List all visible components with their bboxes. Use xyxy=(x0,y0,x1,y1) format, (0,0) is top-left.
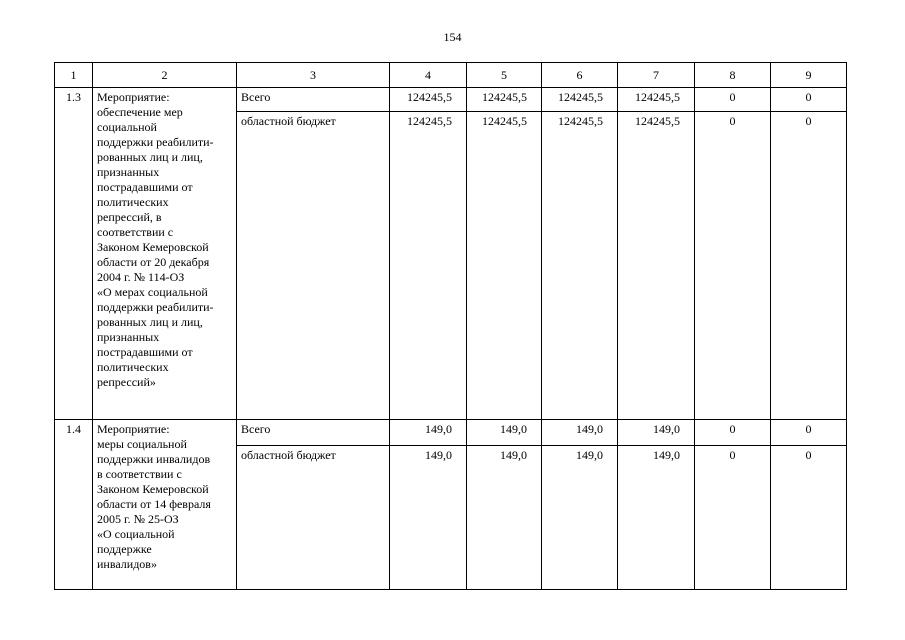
header-cell-6: 6 xyxy=(542,63,618,88)
value-col-5: 124245,5 xyxy=(467,88,542,112)
header-cell-4: 4 xyxy=(390,63,467,88)
value-col-9: 0 xyxy=(771,420,847,446)
value-col-4: 124245,5 xyxy=(390,88,467,112)
value-col-9: 0 xyxy=(771,446,847,590)
value-col-8: 0 xyxy=(695,112,771,420)
measure-description: Мероприятие: меры социальной поддержки инвалидов в соответствии с Законом Кемеровской области от 14 февраля 2005 г. № 25-ОЗ «О социальной поддержке инвалидов» xyxy=(93,420,237,590)
header-cell-2: 2 xyxy=(93,63,237,88)
value-col-6: 149,0 xyxy=(542,420,618,446)
value-col-7: 124245,5 xyxy=(618,112,695,420)
value-col-5: 124245,5 xyxy=(467,112,542,420)
value-col-5: 149,0 xyxy=(467,420,542,446)
value-col-9: 0 xyxy=(771,112,847,420)
value-col-4: 124245,5 xyxy=(390,112,467,420)
value-col-8: 0 xyxy=(695,88,771,112)
header-cell-1: 1 xyxy=(55,63,93,88)
header-cell-9: 9 xyxy=(771,63,847,88)
value-col-4: 149,0 xyxy=(390,420,467,446)
header-cell-5: 5 xyxy=(467,63,542,88)
funding-source: областной бюджет xyxy=(237,112,390,420)
program-table xyxy=(54,62,847,590)
value-col-7: 149,0 xyxy=(618,446,695,590)
header-cell-3: 3 xyxy=(237,63,390,88)
funding-source: Всего xyxy=(237,88,390,112)
value-col-6: 149,0 xyxy=(542,446,618,590)
measure-description: Мероприятие: обеспечение мер социальной поддержки реабилити- рованных лиц и лиц, признанных пострадавшими от политических репрессий, в соответствии с Законом Кемеровской области от 20 декабря 2004 г. № 114-ОЗ «О мерах социальной поддержки реабилити- рованных лиц и лиц, признанных пострадавшими от политических репрессий» xyxy=(93,88,237,420)
row-number: 1.4 xyxy=(55,420,93,590)
funding-source: Всего xyxy=(237,420,390,446)
value-col-8: 0 xyxy=(695,420,771,446)
value-col-5: 149,0 xyxy=(467,446,542,590)
table-row xyxy=(55,88,847,112)
value-col-7: 124245,5 xyxy=(618,88,695,112)
page-number: 154 xyxy=(443,30,462,44)
value-col-9: 0 xyxy=(771,88,847,112)
value-col-6: 124245,5 xyxy=(542,88,618,112)
value-col-8: 0 xyxy=(695,446,771,590)
value-col-7: 149,0 xyxy=(618,420,695,446)
header-row xyxy=(55,63,847,88)
header-cell-7: 7 xyxy=(618,63,695,88)
header-cell-8: 8 xyxy=(695,63,771,88)
funding-source: областной бюджет xyxy=(237,446,390,590)
table-row xyxy=(55,420,847,446)
value-col-6: 124245,5 xyxy=(542,112,618,420)
row-number: 1.3 xyxy=(55,88,93,420)
value-col-4: 149,0 xyxy=(390,446,467,590)
